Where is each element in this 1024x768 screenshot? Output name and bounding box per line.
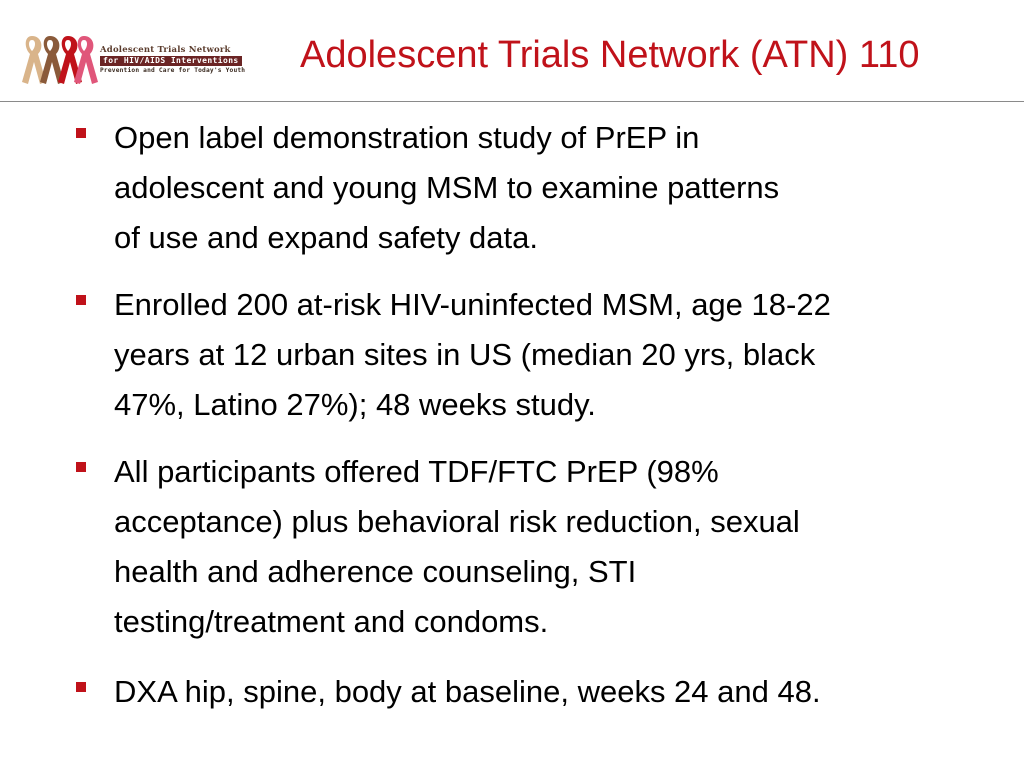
- logo-line-tagline: Prevention and Care for Today's Youth: [100, 67, 246, 74]
- bullet-text: [114, 447, 956, 647]
- bullet-text: [114, 113, 956, 263]
- bullet-line: adolescent and young MSM to examine patterns: [114, 170, 780, 205]
- logo-line-network: Adolescent Trials Network: [100, 45, 231, 55]
- bullet-square-icon: [76, 295, 86, 305]
- bullet-line: DXA hip, spine, body at baseline, weeks 24 and 48.: [114, 674, 821, 709]
- bullet-line: years at 12 urban sites in US (median 20 yrs, black: [114, 337, 816, 372]
- slide-title: Adolescent Trials Network (ATN) 110: [300, 34, 920, 76]
- bullet-line: of use and expand safety data.: [114, 220, 538, 255]
- bullet-text: [114, 280, 956, 430]
- bullet-square-icon: [76, 128, 86, 138]
- bullet-line: acceptance) plus behavioral risk reduction, sexual: [114, 504, 800, 539]
- bullet-square-icon: [76, 462, 86, 472]
- bullet-text: [114, 667, 956, 717]
- bullet-line: 47%, Latino 27%); 48 weeks study.: [114, 387, 596, 422]
- bullet-line: Open label demonstration study of PrEP in: [114, 120, 700, 155]
- bullet-line: All participants offered TDF/FTC PrEP (98%: [114, 454, 719, 489]
- bullet-line: Enrolled 200 at-risk HIV-uninfected MSM, age 18-22: [114, 287, 831, 322]
- logo-line-interventions: for HIV/AIDS Interventions: [100, 56, 242, 66]
- bullet-line: health and adherence counseling, STI: [114, 554, 637, 589]
- bullet-square-icon: [76, 682, 86, 692]
- bullet-line: testing/treatment and condoms.: [114, 604, 549, 639]
